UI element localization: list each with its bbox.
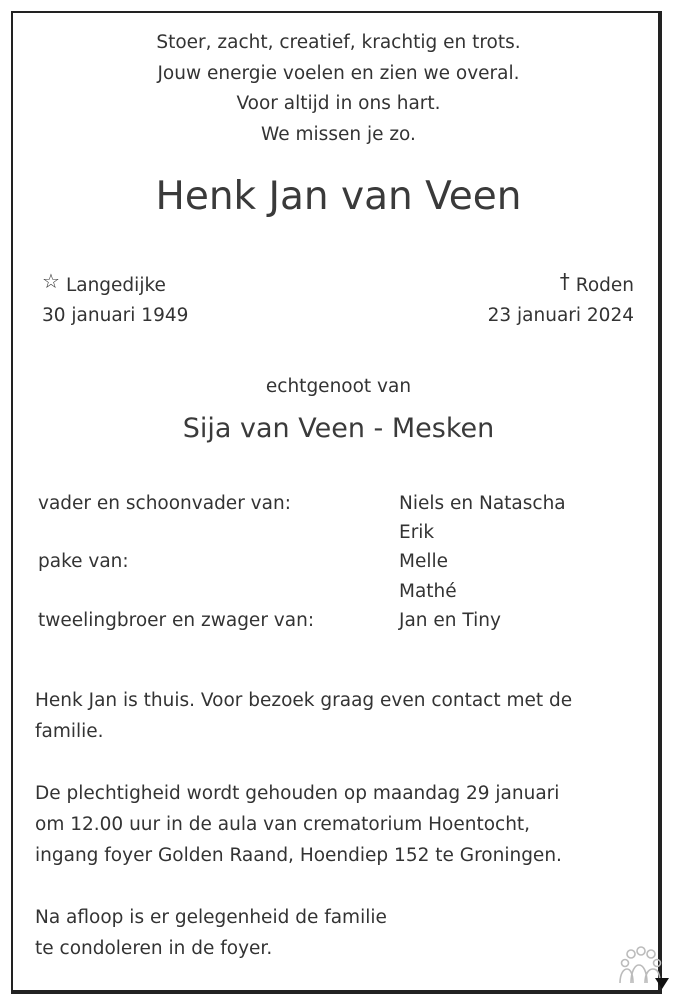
relation-row [38,547,638,576]
birth-place-line [42,269,166,296]
birth-place: Langedijke [65,275,166,296]
birth-date: 30 januari 1949 [42,305,189,326]
relation-row [38,577,638,606]
arrow-down-icon [655,978,669,990]
relation-row [38,518,638,547]
relation-row [38,489,638,518]
ceremony-paragraph [35,778,562,871]
paragraph-line: Henk Jan is thuis. Voor bezoek graag even contact met de [35,690,573,711]
poem-line: Voor altijd in ons hart. [236,93,441,114]
poem [0,28,677,150]
relation-label: vader en schoonvader van: [38,493,291,514]
relation-names: Niels en Natascha [399,493,566,514]
paragraph-line: ingang foyer Golden Raand, Hoendiep 152 te Groningen. [35,845,562,866]
relation-row [38,606,638,635]
relations-list [38,489,638,635]
paragraph-line: te condoleren in de foyer. [35,938,273,959]
poem-line: We missen je zo. [261,123,416,145]
death-date: 23 januari 2024 [487,305,634,326]
relation-names: Erik [399,522,435,544]
visit-paragraph [35,685,572,747]
paragraph-line: familie. [35,721,104,742]
condolence-paragraph [35,902,387,964]
death-place: Roden [575,275,634,296]
poem-line: Stoer, zacht, creatief, krachtig en trots. [156,32,521,53]
star-icon: ☆ [42,269,60,293]
relation-names: Melle [399,551,449,573]
relation-label: pake van: [38,551,129,573]
paragraph-line: De plechtigheid wordt gehouden op maandag 29 januari [35,783,560,804]
death-place-line [559,269,634,296]
cross-icon: † [559,269,570,293]
poem-line: Jouw energie voelen en zien we overal. [157,62,520,84]
deceased-name: Henk Jan van Veen [155,174,522,219]
spouse-label: echtgenoot van [265,376,412,397]
paragraph-line: om 12.00 uur in de aula van crematorium Hoentocht, [35,814,531,835]
relation-label: tweelingbroer en zwager van: [38,609,315,631]
spouse-name: Sija van Veen - Mesken [182,413,495,444]
relation-names: Mathé [399,580,457,602]
paragraph-line: Na afloop is er gelegenheid de familie [35,907,387,928]
relation-names: Jan en Tiny [399,609,501,631]
